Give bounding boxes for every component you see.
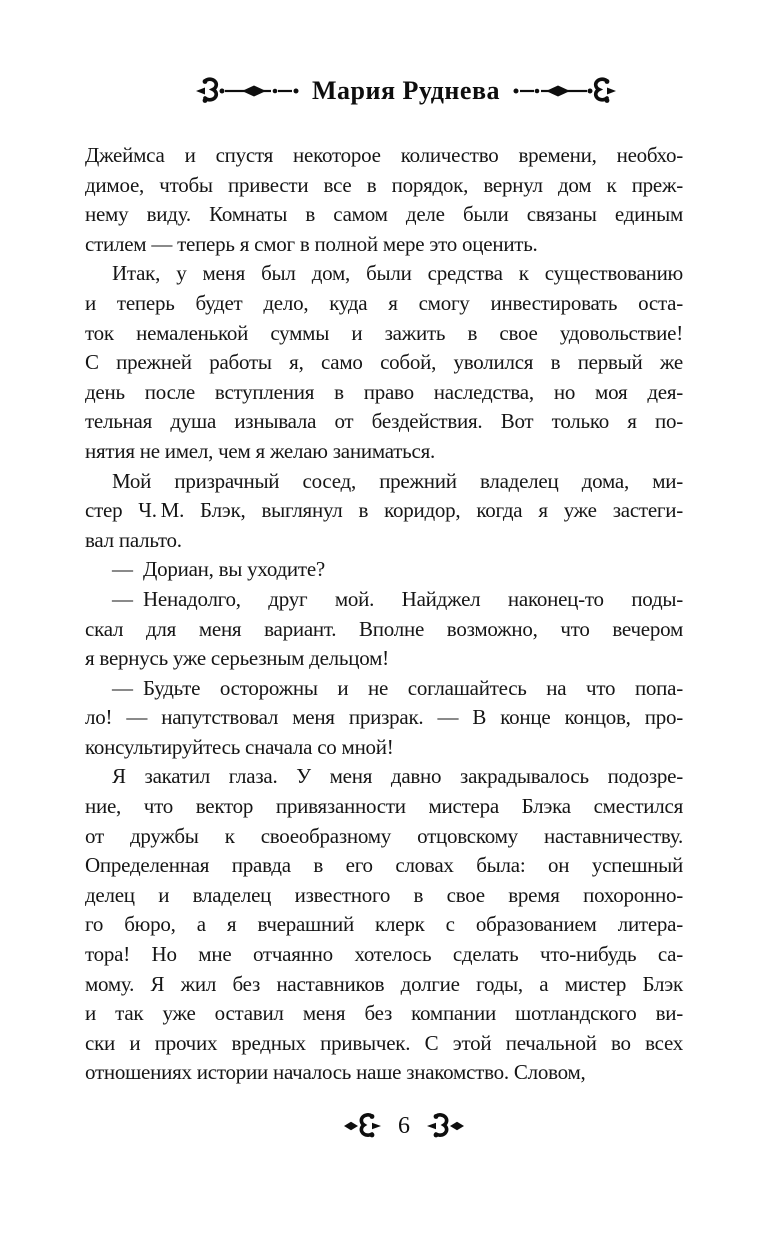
text-line: ток немаленькой суммы и зажить в свое удовольствие! bbox=[85, 320, 683, 345]
text-line: — Будьте осторожны и не соглашайтесь на что попа- bbox=[112, 675, 683, 700]
scroll-rule-left-icon bbox=[196, 76, 300, 106]
text-line: и так уже оставил меня без компании шотландского ви- bbox=[85, 1001, 683, 1026]
scroll-knot-right-icon bbox=[426, 1112, 466, 1140]
scroll-knot-left-icon bbox=[342, 1112, 382, 1140]
page-number: 6 bbox=[398, 1113, 410, 1139]
text-line: нему виду. Комнаты в самом деле были связаны единым bbox=[85, 202, 683, 227]
text-line: Я закатил глаза. У меня давно закрадывалось подозре- bbox=[112, 764, 683, 789]
paragraph bbox=[85, 674, 683, 763]
text-line: стер Ч. М. Блэк, выглянул в коридор, когда я уже застеги- bbox=[85, 498, 683, 523]
text-line: и теперь будет дело, куда я смогу инвестировать оста- bbox=[85, 290, 683, 315]
text-line: делец и владелец известного в свое время похоронно- bbox=[85, 882, 683, 907]
text-line: Мой призрачный сосед, прежний владелец дома, ми- bbox=[112, 468, 683, 493]
paragraph bbox=[85, 467, 683, 556]
text-line: консультируйтесь сначала со мной! bbox=[85, 734, 394, 759]
text-line: день после вступления в право наследства, но моя дея- bbox=[85, 379, 683, 404]
text-line: Итак, у меня был дом, были средства к существованию bbox=[112, 261, 683, 286]
paragraph bbox=[85, 555, 683, 585]
author-name: Мария Руднева bbox=[311, 76, 500, 105]
text-line: го бюро, а я вчерашний клерк с образованием литера- bbox=[85, 912, 683, 937]
text-line: ски и прочих вредных привычек. С этой печальной во всех bbox=[85, 1030, 683, 1055]
text-line: С прежней работы я, само собой, уволился в первый же bbox=[85, 350, 683, 375]
paragraph bbox=[85, 762, 683, 1088]
text-line: тельная душа изнывала от бездействия. Вот только я по- bbox=[85, 409, 683, 434]
text-line: Джеймса и спустя некоторое количество времени, необхо- bbox=[85, 143, 683, 167]
text-line: мому. Я жил без наставников долгие годы, а мистер Блэк bbox=[85, 971, 683, 996]
text-line: димое, чтобы привести все в порядок, вернул дом к преж- bbox=[85, 172, 683, 197]
paragraph bbox=[85, 585, 683, 674]
text-line: ло! — напутствовал меня призрак. — В конце концов, про- bbox=[85, 705, 683, 730]
text-line: от дружбы к своеобразному отцовскому наставничеству. bbox=[85, 823, 683, 848]
text-line: вал пальто. bbox=[85, 527, 182, 552]
text-line: нятия не имел, чем я желаю заниматься. bbox=[85, 438, 435, 463]
paragraph bbox=[85, 259, 683, 466]
text-line: отношениях истории началось наше знакомство. Словом, bbox=[85, 1060, 586, 1085]
text-line: Определенная правда в его словах была: он успешный bbox=[85, 853, 683, 878]
page-footer bbox=[20, 1112, 768, 1140]
text-line: тора! Но мне отчаянно хотелось сделать что-нибудь са- bbox=[85, 942, 683, 967]
text-line: стилем — теперь я смог в полной мере это оценить. bbox=[85, 231, 538, 256]
text-line: — Дориан, вы уходите? bbox=[112, 557, 325, 582]
scroll-rule-right-icon bbox=[512, 76, 616, 106]
text-line: — Ненадолго, друг мой. Найджел наконец-то поды- bbox=[112, 586, 683, 611]
running-header bbox=[22, 76, 768, 106]
text-line: я вернусь уже серьезным дельцом! bbox=[85, 646, 389, 671]
body-text bbox=[85, 141, 683, 1088]
text-line: ние, что вектор привязанности мистера Блэка сместился bbox=[85, 794, 683, 819]
text-line: скал для меня вариант. Вполне возможно, что вечером bbox=[85, 616, 683, 641]
paragraph bbox=[85, 141, 683, 259]
